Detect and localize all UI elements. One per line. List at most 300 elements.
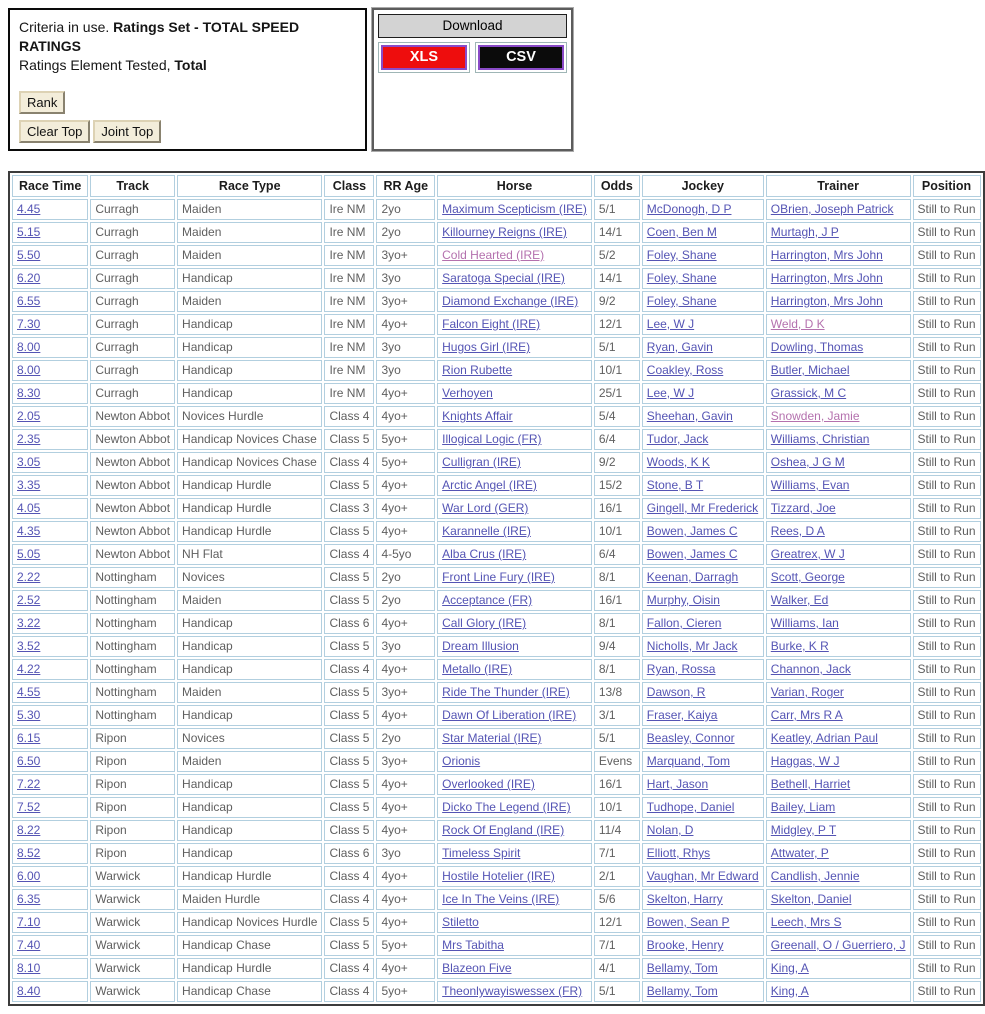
jockey-link[interactable]: Ryan, Gavin [646,340,713,354]
rr-age-cell: 5yo+ [376,452,435,473]
table-row [12,268,981,289]
class-cell: Ire NM [324,337,374,358]
jockey-cell [642,475,764,496]
rr-age-cell: 4yo+ [376,659,435,680]
horse-link[interactable]: Mrs Tabitha [442,938,504,952]
horse-cell [437,636,592,657]
race-time-link[interactable]: 8.52 [17,846,41,860]
trainer-link[interactable]: Skelton, Daniel [770,892,852,906]
jockey-link[interactable]: Bellamy, Tom [646,984,718,998]
race-time-link[interactable]: 3.35 [17,478,41,492]
race-time-link[interactable]: 6.35 [17,892,41,906]
track-cell: Newton Abbot [90,475,175,496]
column-header-race-type: Race Type [177,175,322,197]
track-cell: Nottingham [90,590,175,611]
race-time-link[interactable]: 7.22 [17,777,41,791]
jockey-link[interactable]: Skelton, Harry [646,892,723,906]
jockey-link[interactable]: Gingell, Mr Frederick [646,501,759,515]
horse-cell [437,981,592,1002]
race-time-link[interactable]: 6.55 [17,294,41,308]
horse-link[interactable]: Theonlywayiswessex (FR) [442,984,583,998]
horse-link[interactable]: Ride The Thunder (IRE) [442,685,570,699]
trainer-link[interactable]: Harrington, Mrs John [770,271,883,285]
track-cell: Warwick [90,958,175,979]
rr-age-cell: 4yo+ [376,912,435,933]
race-time-link[interactable]: 7.10 [17,915,41,929]
horse-link[interactable]: Metallo (IRE) [442,662,513,676]
horse-link[interactable]: Diamond Exchange (IRE) [442,294,579,308]
horse-link[interactable]: Dicko The Legend (IRE) [442,800,571,814]
position-cell: Still to Run [913,613,981,634]
horse-link[interactable]: Call Glory (IRE) [442,616,527,630]
race-type-cell: Maiden [177,751,322,772]
horse-cell [437,889,592,910]
trainer-link[interactable]: Walker, Ed [770,593,829,607]
class-cell: Class 4 [324,981,374,1002]
race-type-cell: Handicap [177,360,322,381]
race-time-cell [12,751,88,772]
horse-link[interactable]: Acceptance (FR) [442,593,533,607]
clear-top-button[interactable]: Clear Top [19,120,90,143]
rr-age-cell: 2yo [376,222,435,243]
trainer-link[interactable]: Dowling, Thomas [770,340,864,354]
horse-cell [437,751,592,772]
race-time-link[interactable]: 4.22 [17,662,41,676]
jockey-cell [642,659,764,680]
xls-cell [378,42,470,73]
track-cell: Curragh [90,268,175,289]
class-cell: Class 4 [324,544,374,565]
horse-link[interactable]: Falcon Eight (IRE) [442,317,541,331]
jockey-link[interactable]: Vaughan, Mr Edward [646,869,759,883]
horse-link[interactable]: Blazeon Five [442,961,512,975]
jockey-link[interactable]: Elliott, Rhys [646,846,711,860]
track-cell: Nottingham [90,636,175,657]
horse-link[interactable]: War Lord (GER) [442,501,529,515]
horse-link[interactable]: Karannelle (IRE) [442,524,531,538]
trainer-link[interactable]: Varian, Roger [770,685,844,699]
trainer-link[interactable]: Greenall, O / Guerriero, J [770,938,906,952]
table-row [12,383,981,404]
jockey-cell [642,498,764,519]
jockey-link[interactable]: Dawson, R [646,685,706,699]
race-time-link[interactable]: 8.30 [17,386,41,400]
position-cell: Still to Run [913,843,981,864]
trainer-cell [766,406,911,427]
download-xls-button[interactable]: XLS [381,45,467,70]
race-time-link[interactable]: 4.05 [17,501,41,515]
race-time-cell [12,337,88,358]
trainer-link[interactable]: Grassick, M C [770,386,847,400]
trainer-link[interactable]: Burke, K R [770,639,829,653]
race-time-link[interactable]: 8.40 [17,984,41,998]
class-cell: Class 5 [324,636,374,657]
trainer-cell [766,728,911,749]
odds-cell: 5/6 [594,889,640,910]
criteria-line-2 [19,56,356,75]
class-cell: Ire NM [324,314,374,335]
class-cell: Class 5 [324,751,374,772]
race-time-cell [12,498,88,519]
jockey-link[interactable]: Beasley, Connor [646,731,735,745]
horse-link[interactable]: Dawn Of Liberation (IRE) [442,708,577,722]
jockey-cell [642,889,764,910]
position-cell: Still to Run [913,774,981,795]
race-time-link[interactable]: 2.35 [17,432,41,446]
odds-cell: 9/2 [594,452,640,473]
class-cell: Class 5 [324,935,374,956]
race-time-link[interactable]: 5.30 [17,708,41,722]
rr-age-cell: 4yo+ [376,797,435,818]
jockey-link[interactable]: Fallon, Cieren [646,616,722,630]
trainer-link[interactable]: Channon, Jack [770,662,851,676]
track-cell: Curragh [90,222,175,243]
jockey-link[interactable]: Hart, Jason [646,777,709,791]
horse-cell [437,521,592,542]
column-header-class: Class [324,175,374,197]
horse-link[interactable]: Rock Of England (IRE) [442,823,565,837]
jockey-link[interactable]: Lee, W J [646,317,695,331]
race-time-link[interactable]: 6.50 [17,754,41,768]
jockey-link[interactable]: Tudhope, Daniel [646,800,735,814]
race-time-cell [12,912,88,933]
odds-cell: 15/2 [594,475,640,496]
horse-link[interactable]: Alba Crus (IRE) [442,547,527,561]
trainer-link[interactable]: King, A [770,961,809,975]
horse-link[interactable]: Front Line Fury (IRE) [442,570,555,584]
jockey-link[interactable]: Foley, Shane [646,271,717,285]
odds-cell: 25/1 [594,383,640,404]
trainer-cell [766,912,911,933]
race-type-cell: Handicap Hurdle [177,498,322,519]
trainer-cell [766,544,911,565]
jockey-link[interactable]: Ryan, Rossa [646,662,716,676]
trainer-cell [766,452,911,473]
trainer-cell [766,521,911,542]
trainer-link[interactable]: Oshea, J G M [770,455,845,469]
position-cell: Still to Run [913,544,981,565]
track-cell: Curragh [90,291,175,312]
position-cell: Still to Run [913,429,981,450]
trainer-link[interactable]: Tizzard, Joe [770,501,836,515]
column-header-position: Position [913,175,981,197]
horse-link[interactable]: Saratoga Special (IRE) [442,271,565,285]
jockey-cell [642,774,764,795]
horse-link[interactable]: Maximum Scepticism (IRE) [442,202,587,216]
jockey-link[interactable]: Nicholls, Mr Jack [646,639,738,653]
odds-cell: 9/2 [594,291,640,312]
trainer-link[interactable]: Murtagh, J P [770,225,839,239]
position-cell: Still to Run [913,337,981,358]
race-time-link[interactable]: 2.22 [17,570,41,584]
odds-cell: 8/1 [594,567,640,588]
rr-age-cell: 3yo [376,337,435,358]
jockey-cell [642,314,764,335]
race-time-link[interactable]: 8.00 [17,340,41,354]
race-time-link[interactable]: 2.05 [17,409,41,423]
race-time-link[interactable]: 3.22 [17,616,41,630]
race-type-cell: Handicap [177,659,322,680]
trainer-link[interactable]: Keatley, Adrian Paul [770,731,878,745]
horse-link[interactable]: Hostile Hotelier (IRE) [442,869,555,883]
trainer-cell [766,314,911,335]
track-cell: Newton Abbot [90,498,175,519]
trainer-cell [766,705,911,726]
class-cell: Ire NM [324,291,374,312]
table-row [12,797,981,818]
rr-age-cell: 5yo+ [376,429,435,450]
trainer-link[interactable]: Williams, Ian [770,616,839,630]
criteria-in-use-label: Criteria in use. [19,19,114,35]
trainer-link[interactable]: Candlish, Jennie [770,869,860,883]
jockey-link[interactable]: McDonogh, D P [646,202,732,216]
jockey-link[interactable]: Sheehan, Gavin [646,409,733,423]
horse-link[interactable]: Timeless Spirit [442,846,521,860]
horse-link[interactable]: Culligran (IRE) [442,455,521,469]
jockey-cell [642,705,764,726]
horse-cell [437,843,592,864]
trainer-link[interactable]: Haggas, W J [770,754,840,768]
race-time-link[interactable]: 4.55 [17,685,41,699]
class-cell: Class 5 [324,429,374,450]
horse-cell [437,452,592,473]
horse-cell [437,429,592,450]
odds-cell: 11/4 [594,820,640,841]
trainer-link[interactable]: Butler, Michael [770,363,850,377]
joint-top-button[interactable]: Joint Top [93,120,161,143]
trainer-link[interactable]: OBrien, Joseph Patrick [770,202,894,216]
class-cell: Ire NM [324,222,374,243]
table-row [12,475,981,496]
jockey-cell [642,797,764,818]
rr-age-cell: 3yo+ [376,291,435,312]
class-cell: Class 5 [324,567,374,588]
rank-button[interactable]: Rank [19,91,65,114]
jockey-link[interactable]: Coakley, Ross [646,363,724,377]
horse-cell [437,590,592,611]
horse-link[interactable]: Cold Hearted (IRE) [442,248,545,262]
jockey-link[interactable]: Lee, W J [646,386,695,400]
jockey-link[interactable]: Foley, Shane [646,294,717,308]
race-time-link[interactable]: 8.10 [17,961,41,975]
horse-link[interactable]: Overlooked (IRE) [442,777,535,791]
rr-age-cell: 2yo [376,590,435,611]
track-cell: Warwick [90,889,175,910]
race-time-link[interactable]: 4.45 [17,202,41,216]
race-time-link[interactable]: 8.00 [17,363,41,377]
track-cell: Curragh [90,245,175,266]
position-cell: Still to Run [913,981,981,1002]
trainer-cell [766,268,911,289]
table-row [12,912,981,933]
jockey-link[interactable]: Bowen, James C [646,524,738,538]
position-cell: Still to Run [913,475,981,496]
jockey-link[interactable]: Tudor, Jack [646,432,709,446]
rr-age-cell: 3yo+ [376,751,435,772]
rr-age-cell: 4yo+ [376,475,435,496]
horse-cell [437,659,592,680]
table-row [12,751,981,772]
rr-age-cell: 4-5yo [376,544,435,565]
race-time-link[interactable]: 5.15 [17,225,41,239]
jockey-link[interactable]: Keenan, Darragh [646,570,739,584]
race-time-link[interactable]: 8.22 [17,823,41,837]
trainer-link[interactable]: Carr, Mrs R A [770,708,843,722]
position-cell: Still to Run [913,659,981,680]
jockey-link[interactable]: Murphy, Oisin [646,593,720,607]
download-csv-button[interactable]: CSV [478,45,564,70]
jockey-link[interactable]: Stone, B T [646,478,704,492]
race-type-cell: Handicap Hurdle [177,475,322,496]
horse-link[interactable]: Dream Illusion [442,639,519,653]
race-time-link[interactable]: 7.52 [17,800,41,814]
track-cell: Warwick [90,981,175,1002]
race-time-cell [12,820,88,841]
table-row [12,291,981,312]
jockey-link[interactable]: Nolan, D [646,823,694,837]
trainer-link[interactable]: Harrington, Mrs John [770,294,883,308]
position-cell: Still to Run [913,912,981,933]
jockey-link[interactable]: Bellamy, Tom [646,961,718,975]
jockey-link[interactable]: Woods, K K [646,455,710,469]
jockey-link[interactable]: Brooke, Henry [646,938,724,952]
trainer-link[interactable]: Greatrex, W J [770,547,845,561]
trainer-link[interactable]: Scott, George [770,570,845,584]
race-time-cell [12,429,88,450]
trainer-link[interactable]: Williams, Christian [770,432,870,446]
trainer-link[interactable]: Midgley, P T [770,823,837,837]
race-time-link[interactable]: 2.52 [17,593,41,607]
track-cell: Curragh [90,337,175,358]
trainer-link[interactable]: Bailey, Liam [770,800,836,814]
horse-link[interactable]: Star Material (IRE) [442,731,542,745]
jockey-link[interactable]: Coen, Ben M [646,225,717,239]
track-cell: Curragh [90,314,175,335]
column-header-horse: Horse [437,175,592,197]
race-type-cell: Maiden Hurdle [177,889,322,910]
odds-cell: 8/1 [594,613,640,634]
trainer-cell [766,659,911,680]
trainer-cell [766,567,911,588]
trainer-link[interactable]: Attwater, P [770,846,829,860]
rr-age-cell: 4yo+ [376,613,435,634]
race-time-link[interactable]: 6.20 [17,271,41,285]
table-row [12,774,981,795]
jockey-cell [642,682,764,703]
horse-link[interactable]: Arctic Angel (IRE) [442,478,537,492]
race-time-link[interactable]: 3.05 [17,455,41,469]
track-cell: Ripon [90,774,175,795]
horse-link[interactable]: Stiletto [442,915,479,929]
horse-link[interactable]: Ice In The Veins (IRE) [442,892,560,906]
jockey-link[interactable]: Fraser, Kaiya [646,708,718,722]
race-time-link[interactable]: 3.52 [17,639,41,653]
class-cell: Class 4 [324,958,374,979]
trainer-link[interactable]: King, A [770,984,809,998]
table-row [12,567,981,588]
race-time-cell [12,935,88,956]
race-type-cell: Novices [177,567,322,588]
trainer-link[interactable]: Leech, Mrs S [770,915,842,929]
horse-cell [437,245,592,266]
trainer-link[interactable]: Rees, D A [770,524,825,538]
odds-cell: 7/1 [594,935,640,956]
position-cell: Still to Run [913,751,981,772]
download-title: Download [378,14,567,38]
table-row [12,613,981,634]
jockey-link[interactable]: Marquand, Tom [646,754,730,768]
race-time-link[interactable]: 7.40 [17,938,41,952]
horse-cell [437,406,592,427]
position-cell: Still to Run [913,383,981,404]
race-time-link[interactable]: 6.00 [17,869,41,883]
trainer-cell [766,360,911,381]
race-time-link[interactable]: 5.05 [17,547,41,561]
trainer-cell [766,820,911,841]
table-row [12,521,981,542]
trainer-link[interactable]: Weld, D K [770,317,825,331]
horse-link[interactable]: Knights Affair [442,409,513,423]
class-cell: Class 4 [324,659,374,680]
jockey-link[interactable]: Bowen, James C [646,547,738,561]
race-time-link[interactable]: 5.50 [17,248,41,262]
track-cell: Ripon [90,843,175,864]
odds-cell: 9/4 [594,636,640,657]
table-row [12,705,981,726]
race-time-link[interactable]: 4.35 [17,524,41,538]
jockey-cell [642,429,764,450]
table-row [12,866,981,887]
trainer-link[interactable]: Harrington, Mrs John [770,248,883,262]
trainer-link[interactable]: Snowden, Jamie [770,409,860,423]
jockey-link[interactable]: Bowen, Sean P [646,915,730,929]
odds-cell: 5/1 [594,199,640,220]
race-type-cell: Maiden [177,222,322,243]
trainer-cell [766,613,911,634]
race-time-link[interactable]: 7.30 [17,317,41,331]
horse-link[interactable]: Killourney Reigns (IRE) [442,225,567,239]
position-cell: Still to Run [913,567,981,588]
trainer-link[interactable]: Williams, Evan [770,478,850,492]
horse-cell [437,222,592,243]
horse-link[interactable]: Verhoyen [442,386,493,400]
rr-age-cell: 4yo+ [376,498,435,519]
jockey-cell [642,613,764,634]
horse-link[interactable]: Rion Rubette [442,363,513,377]
horse-link[interactable]: Illogical Logic (FR) [442,432,542,446]
race-type-cell: Handicap Hurdle [177,958,322,979]
odds-cell: 5/2 [594,245,640,266]
track-cell: Nottingham [90,613,175,634]
position-cell: Still to Run [913,406,981,427]
jockey-link[interactable]: Foley, Shane [646,248,717,262]
race-time-cell [12,521,88,542]
position-cell: Still to Run [913,222,981,243]
odds-cell: 7/1 [594,843,640,864]
jockey-cell [642,567,764,588]
race-type-cell: Handicap Novices Chase [177,429,322,450]
race-time-cell [12,544,88,565]
horse-cell [437,820,592,841]
ratings-element-value: Total [174,57,207,73]
race-type-cell: Handicap [177,636,322,657]
column-header-trainer: Trainer [766,175,911,197]
position-cell: Still to Run [913,935,981,956]
horse-link[interactable]: Orionis [442,754,481,768]
race-time-link[interactable]: 6.15 [17,731,41,745]
trainer-link[interactable]: Bethell, Harriet [770,777,851,791]
horse-link[interactable]: Hugos Girl (IRE) [442,340,531,354]
